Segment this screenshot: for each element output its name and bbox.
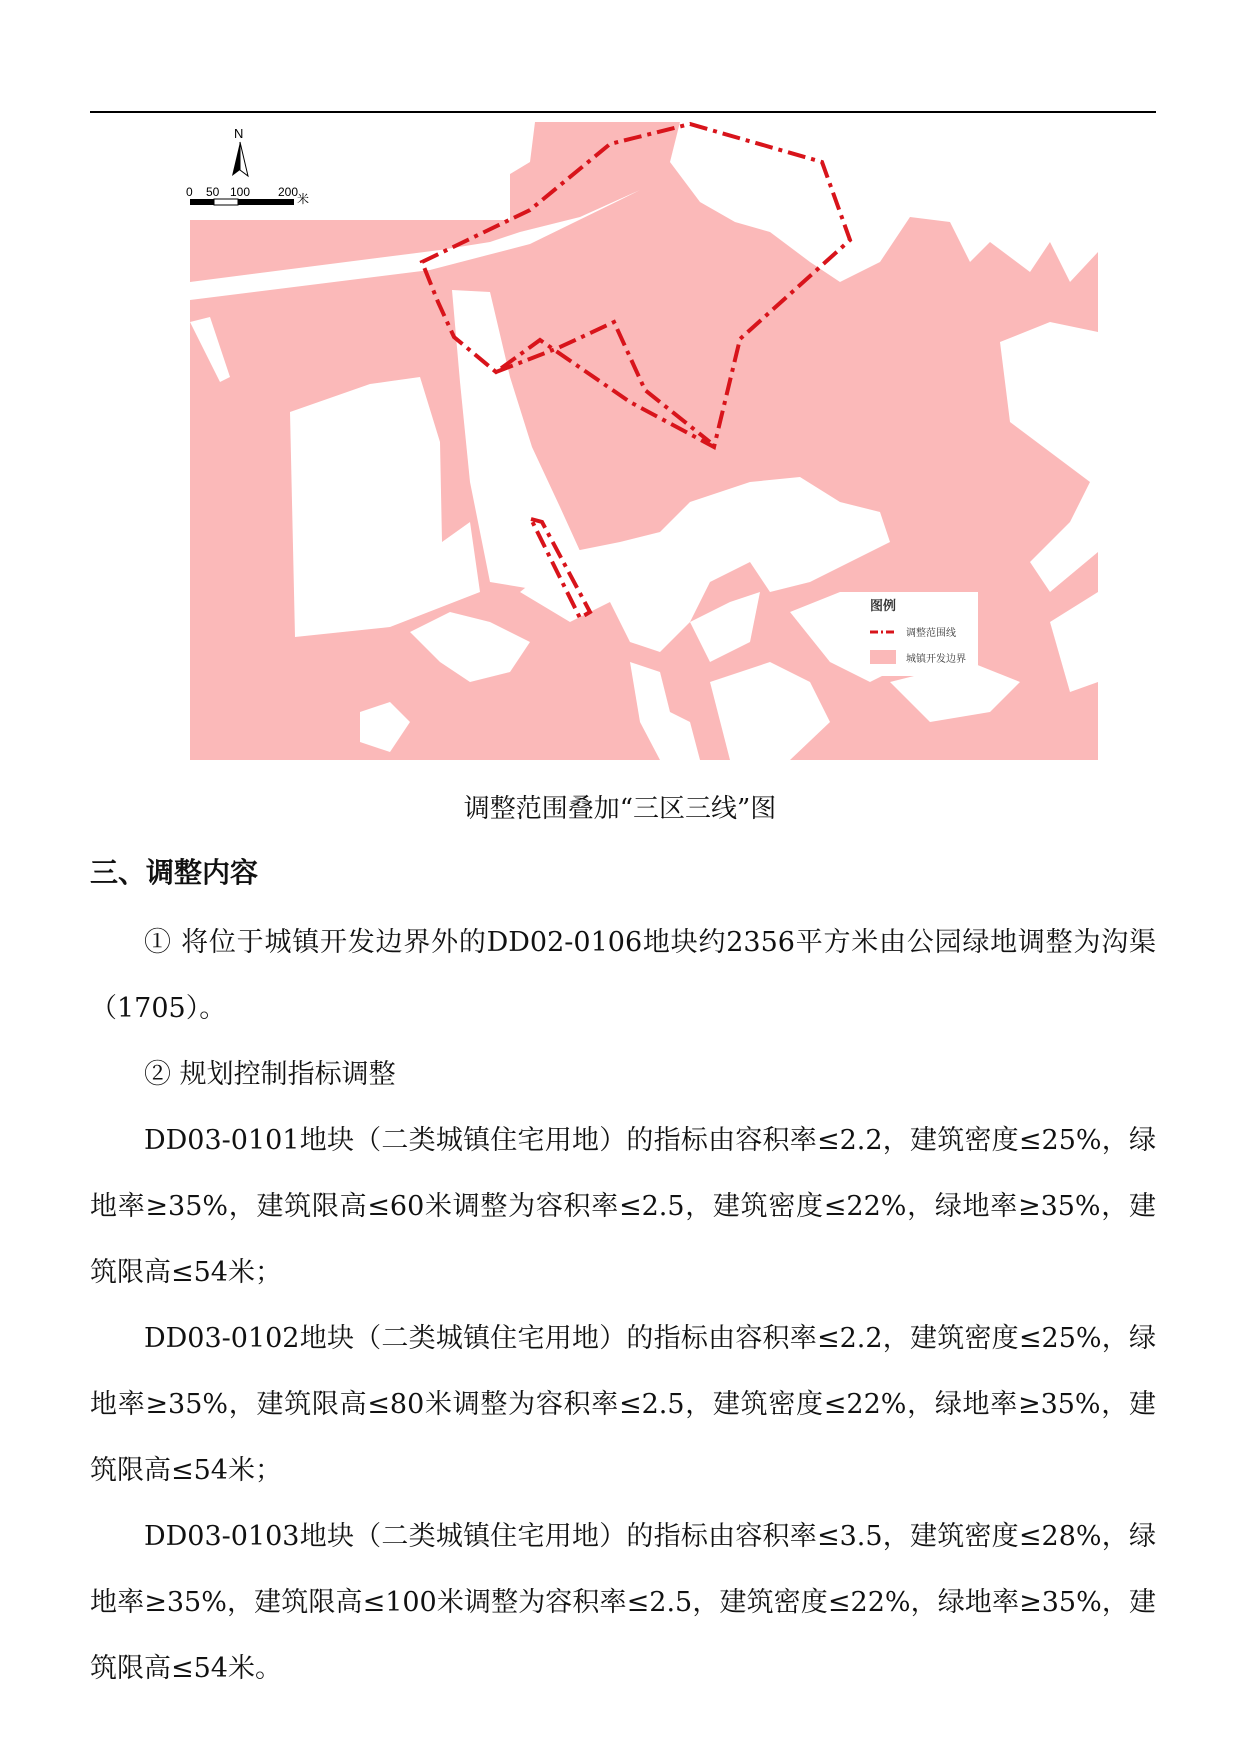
scale-unit: 米 [297,192,310,206]
legend-item-boundary: 城镇开发边界 [906,654,966,665]
scale-label-200: 200 [278,185,299,199]
north-label: N [234,126,244,141]
paragraph-1: ① 将位于城镇开发边界外的DD02-0106地块约2356平方米由公园绿地调整为沟渠（1705）。 [90,927,1156,1024]
header-rule [90,111,1156,113]
overlay-map [186,122,1098,760]
scale-label-0: 0 [186,185,193,199]
section-heading: 三、调整内容 [90,856,259,889]
legend-item-adjust: 调整范围线 [906,628,956,639]
paragraph-5: DD03-0103地块（二类城镇住宅用地）的指标由容积率≤3.5，建筑密度≤28%，绿地率≥35%，建筑限高≤100米调整为容积率≤2.5，建筑密度≤22%，绿地率≥35%，建筑限高≤54米。 [90,1521,1156,1684]
paragraph-4: DD03-0102地块（二类城镇住宅用地）的指标由容积率≤2.2，建筑密度≤25%，绿地率≥35%，建筑限高≤80米调整为容积率≤2.5，建筑密度≤22%，绿地率≥35%，建筑限高≤54米； [90,1323,1156,1486]
map-legend [858,592,978,676]
scale-label-100: 100 [230,185,251,199]
legend-title: 图例 [870,598,897,613]
scale-label-50: 50 [206,185,220,199]
figure-caption: 调整范围叠加“三区三线”图 [463,794,777,824]
paragraph-3: DD03-0101地块（二类城镇住宅用地）的指标由容积率≤2.2，建筑密度≤25%，绿地率≥35%，建筑限高≤60米调整为容积率≤2.5，建筑密度≤22%，绿地率≥35%，建筑限高≤54米； [90,1125,1156,1288]
paragraph-2: ② 规划控制指标调整 [144,1059,396,1090]
